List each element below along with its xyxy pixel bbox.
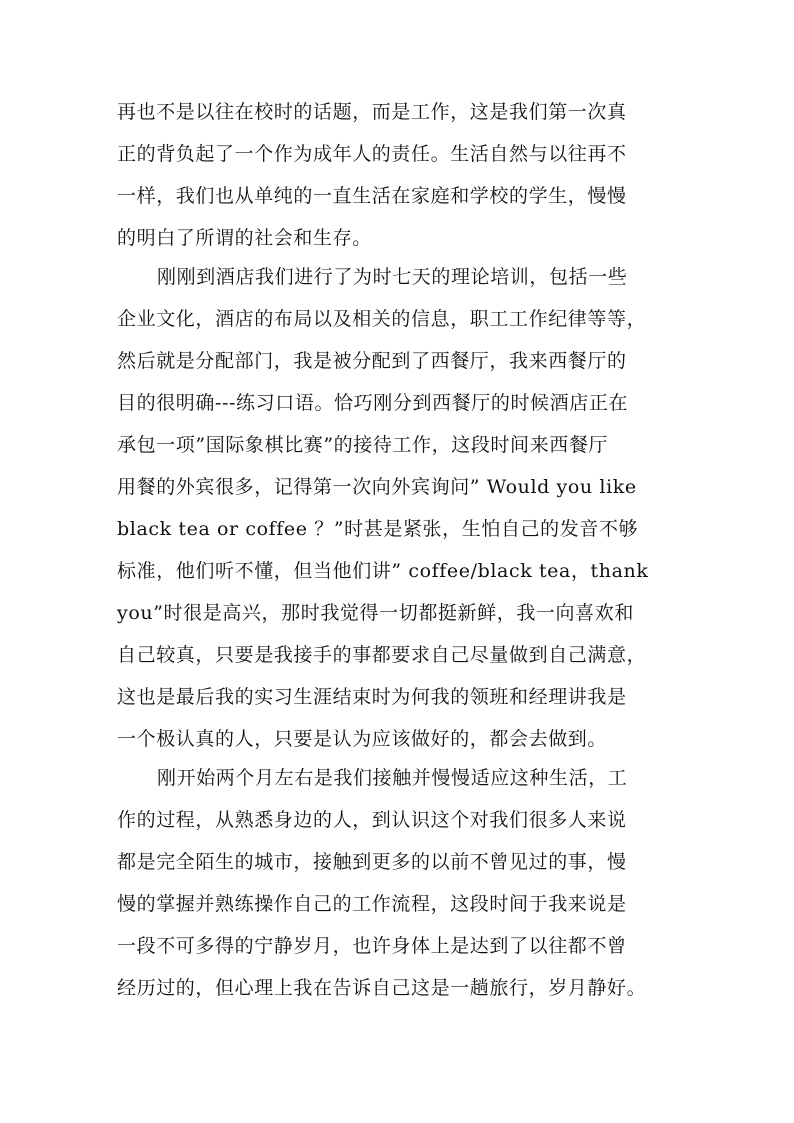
p2-line-4: 目的很明确---练习口语。恰巧刚分到西餐厅的时候酒店正在 [117, 392, 629, 414]
p2-line-6: 用餐的外宾很多，记得第一次向外宾询问” Would you like [117, 476, 637, 498]
p2-line-5: 承包一项”国际象棋比赛”的接待工作，这段时间来西餐厅 [117, 434, 609, 456]
p2-line-9: you”时很是高兴，那时我觉得一切都挺新鲜，我一向喜欢和 [117, 602, 634, 624]
p1-line-2: 正的背负起了一个作为成年人的责任。生活自然与以往再不 [117, 143, 627, 165]
p2-line-2: 企业文化，酒店的布局以及相关的信息，职工工作纪律等等， [117, 308, 647, 330]
p3-line-5: 一段不可多得的宁静岁月，也许身体上是达到了以往都不曾 [117, 935, 627, 957]
p1-line-1: 再也不是以往在校时的话题，而是工作，这是我们第一次真 [117, 101, 627, 123]
p2-line-3: 然后就是分配部门，我是被分配到了西餐厅，我来西餐厅的 [117, 350, 627, 372]
p3-line-2: 作的过程，从熟悉身边的人，到认识这个对我们很多人来说 [117, 809, 627, 831]
p2-line-7: black tea or coffee ？”时甚是紧张，生怕自己的发音不够 [117, 518, 639, 540]
p2-line-12: 一个极认真的人，只要是认为应该做好的，都会去做到。 [117, 728, 608, 750]
p3-line-3: 都是完全陌生的城市，接触到更多的以前不曾见过的事，慢 [117, 851, 627, 873]
p3-line-1: 刚开始两个月左右是我们接触并慢慢适应这种生活，工 [157, 767, 628, 789]
p3-line-6: 经历过的，但心理上我在告诉自己这是一趟旅行，岁月静好。 [117, 977, 647, 999]
p2-line-8: 标准，他们听不懂，但当他们讲” coffee/black tea，thank [117, 560, 649, 582]
p3-line-4: 慢的掌握并熟练操作自己的工作流程，这段时间于我来说是 [117, 893, 627, 915]
p2-line-10: 自己较真，只要是我接手的事都要求自己尽量做到自己满意， [117, 644, 647, 666]
p2-line-11: 这也是最后我的实习生涯结束时为何我的领班和经理讲我是 [117, 686, 627, 708]
p2-line-1: 刚刚到酒店我们进行了为时七天的理论培训，包括一些 [157, 266, 628, 288]
p1-line-3: 一样，我们也从单纯的一直生活在家庭和学校的学生，慢慢 [117, 185, 627, 207]
p1-line-4: 的明白了所谓的社会和生存。 [117, 227, 372, 249]
